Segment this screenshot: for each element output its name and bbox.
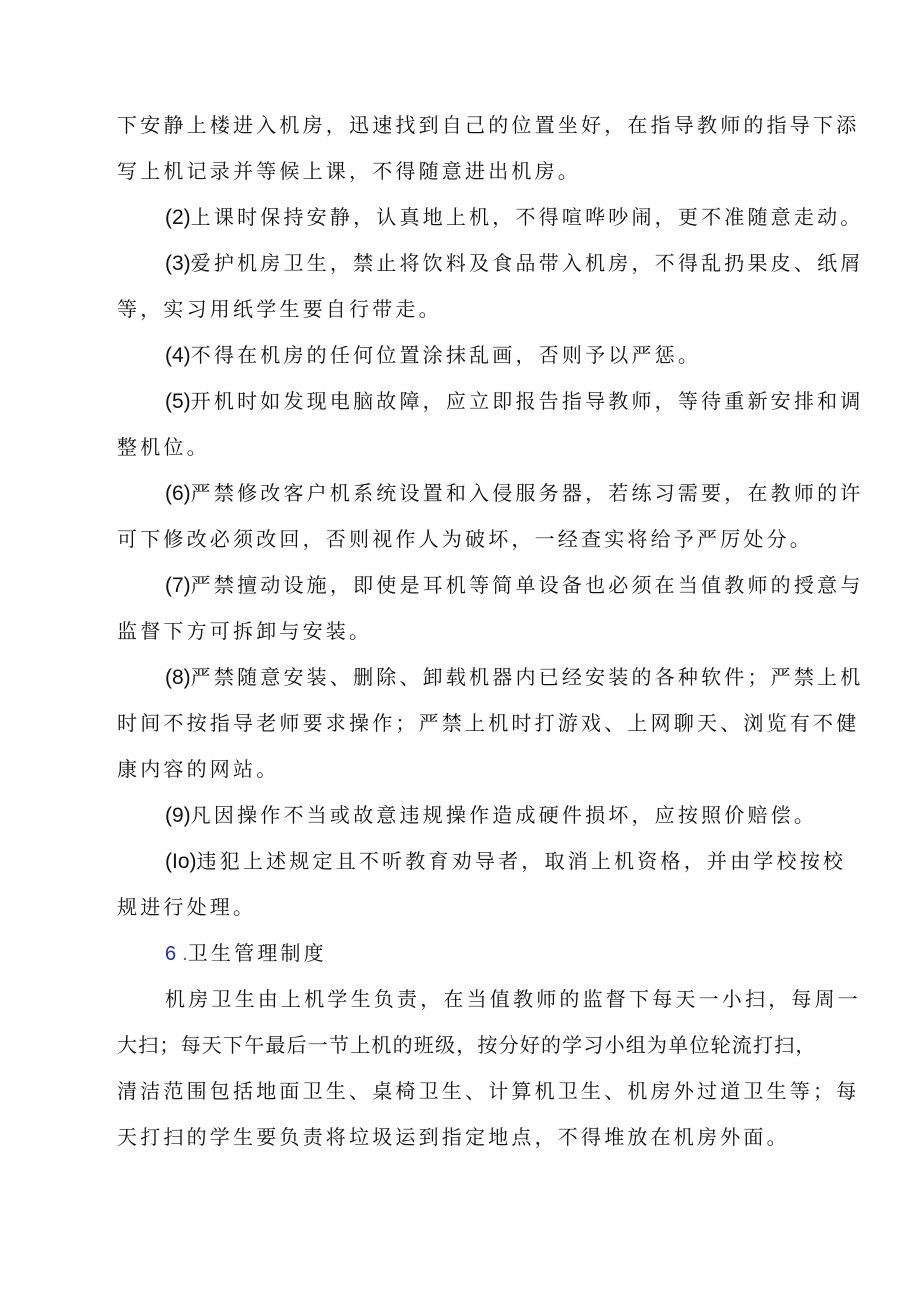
rule-text: 开机时如发现电脑故障，应立即报告指导教师，等待重新安排和调 bbox=[190, 389, 864, 413]
rule-line: 时间不按指导老师要求操作；严禁上机时打游戏、上网聊天、浏览有不健 bbox=[117, 711, 860, 735]
rule-text: 凡因操作不当或故意违规操作造成硬件损坏，应按照价赔偿。 bbox=[190, 803, 818, 827]
section-title: 卫生管理制度 bbox=[187, 941, 327, 965]
rule-line bbox=[117, 378, 864, 424]
rule-item-10 bbox=[117, 838, 847, 930]
rule-number: (8) bbox=[165, 666, 191, 689]
rule-line bbox=[117, 562, 864, 608]
paragraph-line: 下安静上楼进入机房，迅速找到自己的位置坐好，在指导教师的指导下添 bbox=[117, 113, 860, 137]
rule-line: 规进行处理。 bbox=[117, 895, 257, 919]
rule-line bbox=[117, 194, 864, 240]
rule-item-8 bbox=[117, 654, 864, 792]
rule-text: 违犯上述规定且不听教育劝导者，取消上机资格，并由学校按校 bbox=[196, 849, 847, 873]
rule-number: (3) bbox=[165, 252, 191, 275]
rule-line: 康内容的网站。 bbox=[117, 757, 280, 781]
rule-line bbox=[117, 838, 847, 884]
paragraph-line: 写上机记录并等候上课，不得随意进出机房。 bbox=[117, 159, 581, 183]
paragraph-1 bbox=[117, 102, 860, 194]
rule-text: 爱护机房卫生，禁止将饮料及食品带入机房，不得乱扔果皮、纸屑 bbox=[190, 251, 864, 275]
rule-line bbox=[117, 332, 817, 378]
rule-line: 可下修改必须改回，否则视作人为破坏，一经查实将给予严厉处分。 bbox=[117, 527, 813, 551]
section-body-line: 大扫；每天下午最后一节上机的班级，按分好的学习小组为单位轮流打扫， bbox=[117, 1033, 817, 1057]
rule-item-2 bbox=[117, 194, 864, 240]
rule-line: 监督下方可拆卸与安装。 bbox=[117, 619, 373, 643]
rule-item-6 bbox=[117, 470, 864, 562]
rule-number: (6) bbox=[165, 482, 191, 505]
rule-line: 等，实习用纸学生要自行带走。 bbox=[117, 297, 442, 321]
section-number: 6 bbox=[165, 943, 177, 965]
rule-number: (2) bbox=[165, 206, 191, 229]
section-dot: . bbox=[182, 943, 188, 965]
rule-number: (7) bbox=[165, 574, 191, 597]
rule-text: 严禁擅动设施，即使是耳机等简单设备也必须在当值教师的授意与 bbox=[190, 573, 864, 597]
section-body-line: 机房卫生由上机学生负责，在当值教师的监督下每天一小扫，每周一 bbox=[165, 987, 861, 1011]
document-page bbox=[117, 102, 864, 1160]
rule-item-9 bbox=[117, 792, 817, 838]
rule-text: 不得在机房的任何位置涂抹乱画，否则予以严惩。 bbox=[190, 343, 702, 367]
rule-item-4 bbox=[117, 332, 817, 378]
rule-number: (4) bbox=[165, 344, 191, 367]
rule-item-3 bbox=[117, 240, 864, 332]
rule-line bbox=[117, 240, 864, 286]
rule-number: (9) bbox=[165, 804, 191, 827]
rule-item-7 bbox=[117, 562, 864, 654]
rule-number: (Io) bbox=[165, 850, 197, 873]
rule-line bbox=[117, 654, 864, 700]
rule-text: 严禁随意安装、删除、卸载机器内已经安装的各种软件；严禁上机 bbox=[190, 665, 864, 689]
section-body-line: 清洁范围包括地面卫生、桌椅卫生、计算机卫生、机房外过道卫生等；每 bbox=[117, 1079, 860, 1103]
rule-text: 上课时保持安静，认真地上机，不得喧哗吵闹，更不准随意走动。 bbox=[190, 205, 864, 229]
rule-line: 整机位。 bbox=[117, 435, 210, 459]
rule-item-5 bbox=[117, 378, 864, 470]
rule-line bbox=[117, 792, 817, 838]
section-heading bbox=[117, 930, 817, 976]
rule-line bbox=[117, 470, 864, 516]
section-body bbox=[117, 976, 861, 1160]
section-body-line: 天打扫的学生要负责将垃圾运到指定地点，不得堆放在机房外面。 bbox=[117, 1125, 790, 1149]
rule-text: 严禁修改客户机系统设置和入侵服务器，若练习需要，在教师的许 bbox=[190, 481, 864, 505]
rule-number: (5) bbox=[165, 390, 191, 413]
